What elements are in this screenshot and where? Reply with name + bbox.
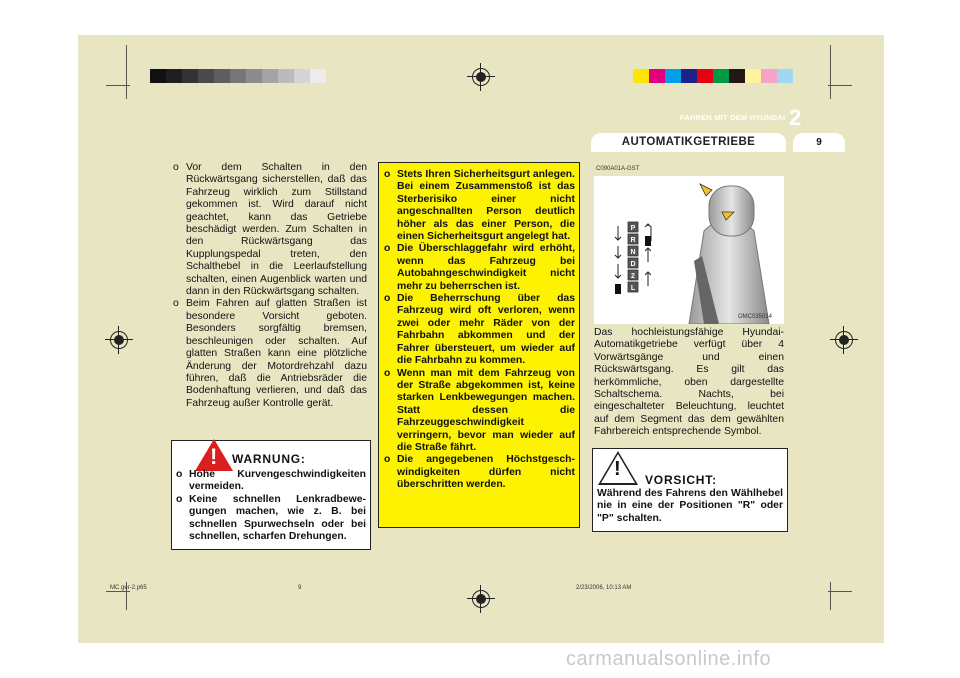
crop-mark — [828, 85, 852, 86]
list-item: o Stets Ihren Sicherheitsgurt anlegen. Bei einem Zusammenstoß ist das Sterberisiko einer nicht angeschnallten Person deutlich höher als das einer Person, die einen Sicherheitsgurt angelegt hat. — [384, 169, 575, 243]
footer-page: 9 — [298, 585, 302, 591]
list-item: o Die angegebenen Höchstgesch-windigkeiten dürfen nicht überschritten werden. — [384, 454, 575, 491]
section-title: AUTOMATIKGETRIEBE — [621, 136, 756, 148]
list-item: o Die Überschlaggefahr wird erhöht, wenn das Fahrzeug bei Autobahngeschwindigkeit nicht mehr zu beherrschen ist. — [384, 243, 575, 292]
crop-mark — [830, 582, 831, 610]
registration-mark-icon — [835, 331, 853, 349]
caution-body: Während des Fahrens den Wählhebel nie in eine der Positionen "R" oder "P" schalten. — [597, 488, 783, 524]
list-item: o Keine schnellen Lenkradbewe-gungen machen, wie z. B. bei schnellen Spurwechseln oder bei schnellen, scharfen Drehungen. — [176, 493, 366, 543]
gear-label-l: L — [630, 285, 636, 292]
registration-mark-icon — [110, 331, 128, 349]
list-item: o Wenn man mit dem Fahrzeug von der Straße abgekommen ist, keine starken Lenkbewegungen machen. Statt dessen die Fahrzeuggeschwindigkeit verringern, bevor man wieder auf die Straße fährt. — [384, 367, 575, 453]
page-number: 9 — [793, 133, 845, 152]
footer-file: MC ger-2.p65 — [110, 585, 147, 591]
footer-date: 2/23/2006, 10:13 AM — [576, 585, 632, 591]
description-text: Das hochleistungsfähige Hyundai-Automatikgetriebe verfügt über 4 Vorwärtsgänge und einen Rückswärtsgang. Es gilt das herkömmliche, oben dargestellte Schaltschema. Nachts, bei eingeschalteter Beleuchtung, leuchtet auf dem Segment das dem gewählten Fahrbereich entsprechende Symbol. — [594, 327, 784, 438]
left-column-text — [173, 162, 367, 410]
caution-icon: ! — [598, 451, 638, 485]
warning-title: WARNUNG: — [232, 452, 306, 466]
list-item: o Beim Fahren auf glatten Straßen ist besondere Vorsicht geboten. Besonders sorgfältig bremsen, beschleunigen oder schalten. Auf glatten Straßen kann eine plötzliche Änderung der Motordrehzahl dazu führen, daß die Antriebsräder die Bodenhaftung verlieren, und daß das Fahrzeug außer Kontrolle gerät. — [173, 298, 367, 409]
list-item: o Die Beherrschung über das Fahrzeug wird oft verloren, wenn zwei oder mehr Räder von der Fahrbahn abkommen und der Fahrer übersteuert, um wieder auf die Fahrbahn zu kommen. — [384, 293, 575, 367]
gear-label-p: P — [630, 225, 636, 232]
gear-label-2: 2 — [631, 273, 635, 280]
crop-mark — [106, 85, 130, 86]
figure-label: OMC035014 — [738, 314, 773, 320]
registration-mark-icon — [472, 68, 490, 86]
figure-code: C090A01A-GST — [596, 166, 640, 172]
color-calibration-strip — [633, 69, 793, 83]
warning-icon: ! — [195, 439, 233, 471]
registration-mark-icon — [472, 590, 490, 608]
caution-title: VORSICHT: — [645, 473, 717, 487]
safety-notice-body — [384, 169, 575, 492]
gear-label-r: R — [630, 237, 636, 244]
gear-shifter-figure — [594, 176, 784, 324]
watermark: carmanualsonline.info — [566, 648, 772, 670]
chapter-number: 2 — [789, 105, 802, 130]
crop-mark — [830, 45, 831, 99]
gear-label-n: N — [630, 249, 636, 256]
warning-box — [171, 440, 371, 550]
crop-mark — [126, 45, 127, 99]
safety-notice-box — [378, 162, 580, 528]
chapter-title: FAHREN MIT DEM HYUNDAI — [680, 113, 786, 122]
crop-mark — [106, 591, 130, 592]
gear-label-d: D — [630, 261, 636, 268]
warning-body — [176, 469, 366, 543]
grayscale-calibration-strip — [150, 69, 326, 83]
list-item: o Vor dem Schalten in den Rückwärtsgang sicherstellen, daß das Fahrzeug wirklich zum Stillstand gekommen ist. Wird darauf nicht geachtet, kann das Getriebe beschädigt werden. Zum Schalten in den Rückwärtsgang das Kupplungspedal treten, den Schalthebel in die Leerlaufstellung schalten, einen Augenblick warten und dann in den Rückwärtsgang schalten. — [173, 162, 367, 298]
section-tab — [591, 133, 786, 152]
crop-mark — [828, 591, 852, 592]
list-item: o Hohe Kurvengeschwindigkeiten vermeiden. — [176, 469, 366, 493]
